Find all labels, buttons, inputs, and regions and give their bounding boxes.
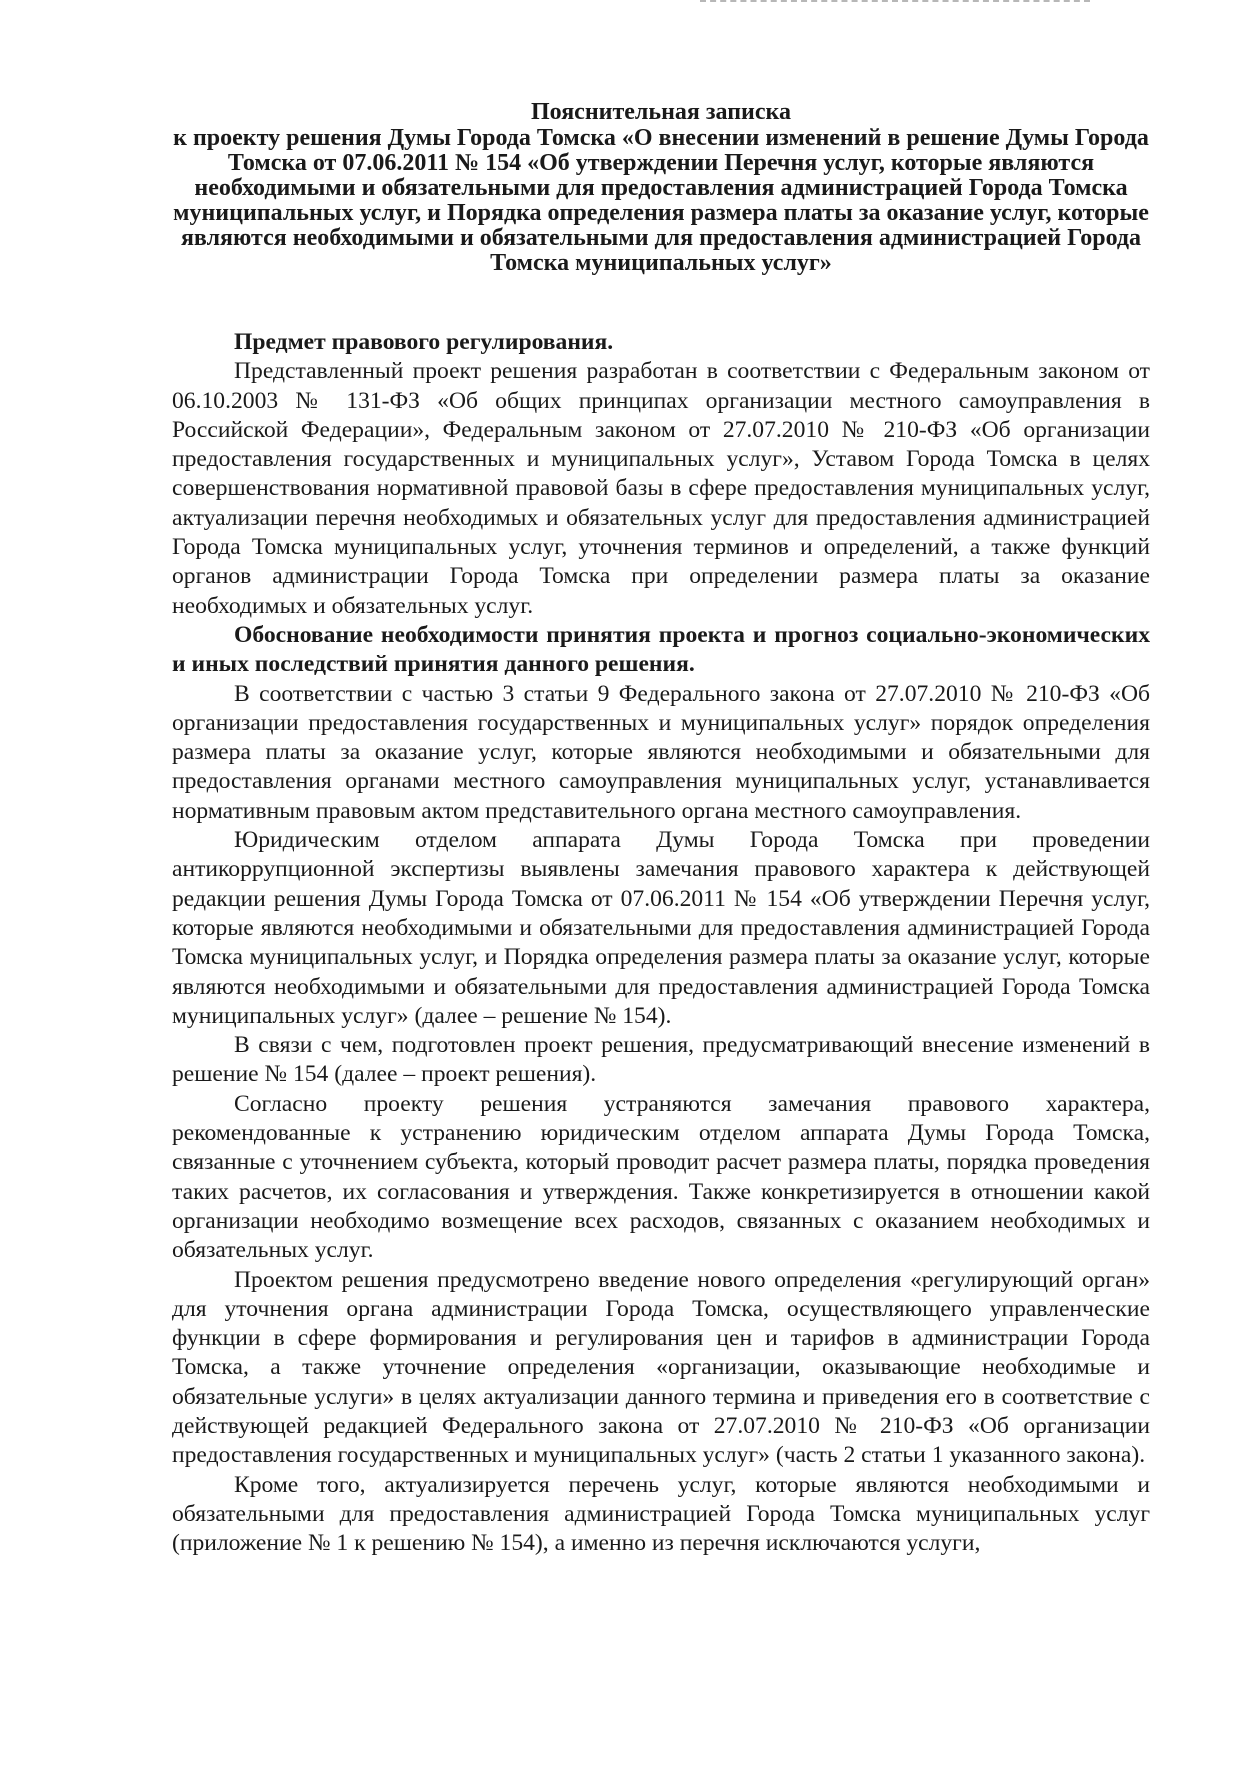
paragraph-subject: Представленный проект решения разработан в соответствии с Федеральным законом от 06.10.2003 № 131-ФЗ «Об общих принципах организации местного самоуправления в Российской Федерации», Федеральным законом от 27.07.2010 № 210-ФЗ «Об организации предоставления государственных и муниципальных услуг», Уставом Города Томска в целях совершенствования нормативной правовой базы в сфере предоставления муниципальных услуг, актуализации перечня необходимых и обязательных услуг для предоставления администрацией Города Томска муниципальных услуг, уточнения терминов и определений, а также функций органов администрации Города Томска при определении размера платы за оказание необходимых и обязательных услуг. (172, 358, 1150, 619)
document-page (172, 100, 1150, 1558)
section-justification (172, 621, 1150, 1559)
title-subject: к проекту решения Думы Города Томска «О внесении изменений в решение Думы Города Томска от 07.06.2011 № 154 «Об утверждении Перечня услуг, которые являются необходимыми и обязательными для предоставления администрацией Города Томска муниципальных услуг, и Порядка определения размера платы за оказание услуг, которые являются необходимыми и обязательными для предоставления администрацией Города Томска муниципальных услуг» (173, 125, 1149, 276)
scan-edge-mark (700, 0, 1090, 6)
paragraph: Кроме того, актуализируется перечень услуг, которые являются необходимыми и обязательными для предоставления администрацией Города Томска муниципальных услуг (приложение № 1 к решению № 154), а именно из перечня исключаются услуги, (172, 1471, 1150, 1557)
document-title (172, 100, 1150, 276)
paragraph: В связи с чем, подготовлен проект решения, предусматривающий внесение изменений в решение № 154 (далее – проект решения). (172, 1032, 1150, 1088)
section-subject (172, 328, 1150, 621)
title-line-1: Пояснительная записка (530, 99, 791, 125)
paragraph: Юридическим отделом аппарата Думы Города Томска при проведении антикоррупционной экспертизы выявлены замечания правового характера к действующей редакции решения Думы Города Томска от 07.06.2011 № 154 «Об утверждении Перечня услуг, которые являются необходимыми и обязательными для предоставления администрацией Города Томска муниципальных услуг, и Порядка определения размера платы за оказание услуг, которые являются необходимыми и обязательными для предоставления администрацией Города Томска муниципальных услуг» (далее – решение № 154). (172, 827, 1150, 1029)
section-heading-subject: Предмет правового регулирования. (234, 329, 614, 355)
paragraph: Согласно проекту решения устраняются замечания правового характера, рекомендованные к устранению юридическим отделом аппарата Думы Города Томска, связанные с уточнением субъекта, который проводит расчет размера платы, порядка проведения таких расчетов, их согласования и утверждения. Также конкретизируется в отношении какой организации необходимо возмещение всех расходов, связанных с оказанием необходимых и обязательных услуг. (172, 1090, 1150, 1264)
section-heading-justification: Обоснование необходимости принятия проекта и прогноз социально-экономических и иных последствий принятия данного решения. (172, 621, 1150, 678)
paragraph: Проектом решения предусмотрено введение нового определения «регулирующий орган» для уточнения органа администрации Города Томска, осуществляющего управленческие функции в сфере формирования и регулирования цен и тарифов в администрации Города Томска, а также уточнение определения «организации, оказывающие необходимые и обязательные услуги» в целях актуализации данного термина и приведения его в соответствие с действующей редакцией Федерального закона от 27.07.2010 № 210-ФЗ «Об организации предоставления государственных и муниципальных услуг» (часть 2 статьи 1 указанного закона). (172, 1266, 1150, 1469)
paragraph: В соответствии с частью 3 статьи 9 Федерального закона от 27.07.2010 № 210-ФЗ «Об организации предоставления государственных и муниципальных услуг» порядок определения размера платы за оказание услуг, которые являются необходимыми и обязательными для предоставления органами местного самоуправления муниципальных услуг, устанавливается нормативным правовым актом представительного органа местного самоуправления. (172, 680, 1150, 824)
